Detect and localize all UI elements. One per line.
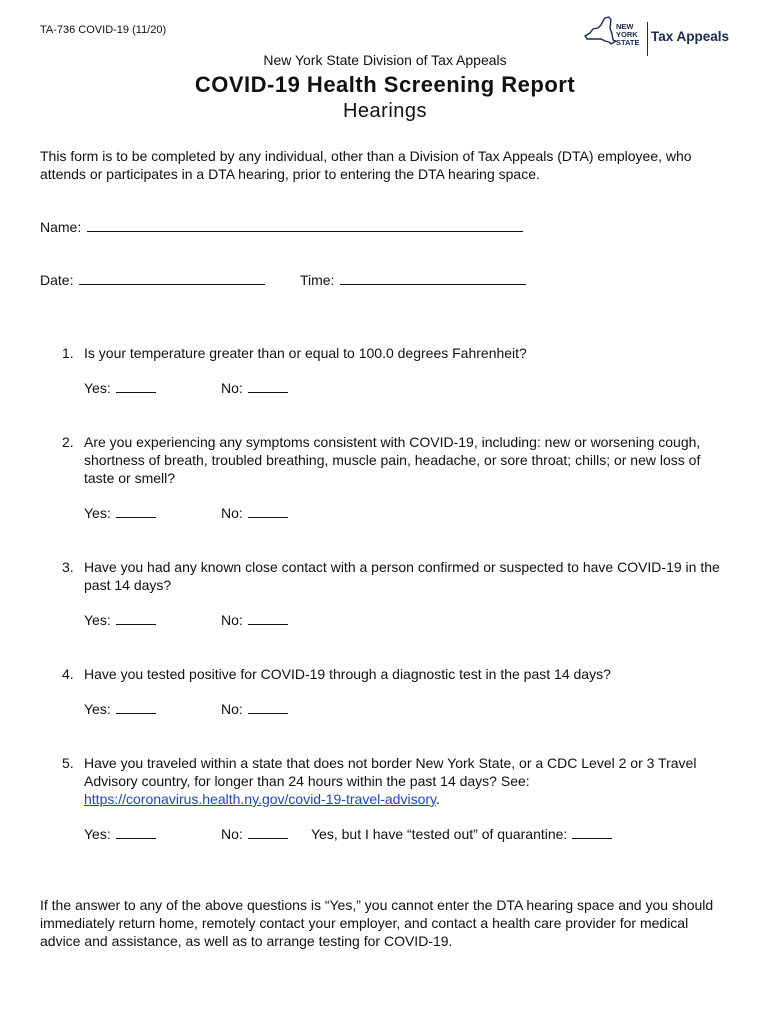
page-subtitle: Hearings bbox=[342, 100, 428, 122]
time-label: Time: bbox=[300, 272, 335, 288]
no-blank[interactable] bbox=[248, 701, 288, 714]
question-text: Are you experiencing any symptoms consistent with COVID-19, including: new or worsening cough, shortness of breath, troubled breathing, muscle pain, headache, or sore throat; chills; or new loss of taste or smell? bbox=[84, 434, 701, 486]
question-4 bbox=[62, 665, 742, 683]
yes-answer[interactable]: Yes: bbox=[84, 701, 156, 717]
date-input-line[interactable] bbox=[79, 272, 265, 285]
name-input-line[interactable] bbox=[87, 219, 523, 232]
page-title: COVID-19 Health Screening Report bbox=[194, 72, 576, 97]
name-field[interactable] bbox=[40, 219, 523, 235]
no-answer[interactable]: No: bbox=[221, 505, 288, 521]
no-answer[interactable]: No: bbox=[221, 380, 288, 396]
date-label: Date: bbox=[40, 272, 74, 288]
yes-answer[interactable]: Yes: bbox=[84, 826, 156, 842]
no-answer[interactable]: No: bbox=[221, 701, 288, 717]
question-text: Is your temperature greater than or equal to 100.0 degrees Fahrenheit? bbox=[84, 345, 527, 361]
form-id: TA-736 COVID-19 (11/20) bbox=[40, 24, 167, 36]
question-2 bbox=[62, 433, 742, 487]
no-blank[interactable] bbox=[248, 826, 288, 839]
agency-name: New York State Division of Tax Appeals bbox=[263, 52, 507, 68]
question-text: Have you had any known close contact with a person confirmed or suspected to have COVID-19 in the past 14 days? bbox=[84, 559, 720, 593]
logo-agency-text: Tax Appeals bbox=[651, 29, 730, 44]
question-1 bbox=[62, 344, 742, 362]
yes-blank[interactable] bbox=[116, 701, 156, 714]
yes-blank[interactable] bbox=[116, 612, 156, 625]
question-number: 1. bbox=[62, 345, 74, 361]
time-field[interactable] bbox=[300, 272, 526, 288]
question-5 bbox=[62, 754, 742, 808]
question-number: 4. bbox=[62, 666, 74, 682]
question-text: Have you traveled within a state that does not border New York State, or a CDC Level 2 or 3 Travel Advisory country, for longer than 24 hours within the past 14 days? See: https://coronavirus.health.ny.gov/covid-19-travel-advisory. bbox=[84, 755, 697, 807]
yes-answer[interactable]: Yes: bbox=[84, 612, 156, 628]
no-blank[interactable] bbox=[248, 612, 288, 625]
question-3 bbox=[62, 558, 742, 594]
yes-blank[interactable] bbox=[116, 505, 156, 518]
question-number: 3. bbox=[62, 559, 74, 575]
no-answer[interactable]: No: bbox=[221, 826, 288, 842]
yes-answer[interactable]: Yes: bbox=[84, 380, 156, 396]
tested-out-blank[interactable] bbox=[572, 826, 612, 839]
closing-paragraph: If the answer to any of the above questions is “Yes,” you cannot enter the DTA hearing space and you should immediately return home, remotely contact your employer, and contact a health care provider for medical advice and assistance, as well as to arrange testing for COVID-19. bbox=[40, 897, 714, 949]
time-input-line[interactable] bbox=[340, 272, 526, 285]
logo-divider bbox=[647, 22, 648, 56]
ny-state-outline-icon bbox=[583, 16, 617, 48]
yes-blank[interactable] bbox=[116, 826, 156, 839]
question-number: 2. bbox=[62, 434, 74, 450]
question-text: Have you tested positive for COVID-19 through a diagnostic test in the past 14 days? bbox=[84, 666, 611, 682]
no-blank[interactable] bbox=[248, 505, 288, 518]
no-answer[interactable]: No: bbox=[221, 612, 288, 628]
date-field[interactable] bbox=[40, 272, 265, 288]
name-label: Name: bbox=[40, 219, 82, 235]
intro-paragraph: This form is to be completed by any individual, other than a Division of Tax Appeals (DTA) employee, who attends or participates in a DTA hearing, prior to entering the DTA hearing space. bbox=[40, 148, 692, 182]
yes-blank[interactable] bbox=[116, 380, 156, 393]
logo-state-text: NEW YORK STATE bbox=[616, 22, 640, 47]
yes-answer[interactable]: Yes: bbox=[84, 505, 156, 521]
travel-advisory-link[interactable]: https://coronavirus.health.ny.gov/covid-19-travel-advisory bbox=[84, 791, 436, 807]
tested-out-answer[interactable]: Yes, but I have “tested out” of quarantine: bbox=[311, 826, 612, 842]
no-blank[interactable] bbox=[248, 380, 288, 393]
question-number: 5. bbox=[62, 755, 74, 771]
form-header bbox=[0, 52, 770, 123]
